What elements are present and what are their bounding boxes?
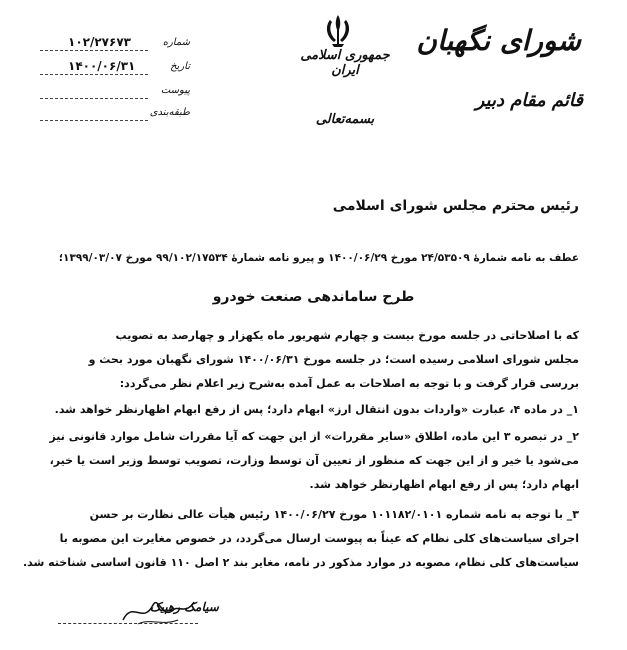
reference-line: عطف به نامه شمارۀ ۲۴/۵۳۵۰۹ مورخ ۱۴۰۰/۰۶/۲۹ و پیرو نامه شمارۀ ۹۹/۱۰۲/۱۷۵۳۴ مورخ ۱۳۹۹/۰۳/۰۷؛ [58, 252, 579, 264]
intro-paragraph [47, 324, 579, 396]
organization-name: شورای نگهبان [416, 24, 581, 57]
signer-name: سیامک رهپیک [150, 600, 219, 614]
item-2-line: ابهام دارد؛ پس از رفع ابهام اظهارنظر خواهد شد. [309, 478, 579, 491]
signature-underline [58, 622, 198, 624]
item-2 [47, 425, 579, 497]
letter-number: ۱۰۲/۲۷۶۷۳ [68, 35, 131, 49]
item-3-line: اجرای سیاست‌های کلی نظام که عیناً به پیوست ارسال می‌گردد، در خصوص مغایرت این مصوبه با [59, 532, 579, 545]
attachment-row [40, 84, 190, 102]
letter-date-label: تاریخ [170, 61, 190, 72]
letter-date: ۱۴۰۰/۰۶/۳۱ [68, 59, 136, 73]
item-2-line: ۲_ در تبصره ۳ این ماده، اطلاق «سایر مقررات» از این جهت که آیا مقررات شامل موارد قانونی نیز [49, 430, 579, 443]
letter-date-row [40, 60, 190, 78]
republic-title: جمهوری اسلامی ایران [300, 48, 390, 78]
signer-position: قائم مقام دبیر [475, 90, 583, 111]
item-3 [22, 503, 579, 575]
item-2-line: می‌شود یا خیر و از این جهت که منظور از تعیین آن توسط وزارت، تصویب توسط وزیر است یا خیر، [49, 454, 579, 467]
item-1-line: ۱_ در ماده ۴، عبارت «واردات بدون انتقال ارز» ابهام دارد؛ پس از رفع ابهام اظهارنظر خواهد شد. [54, 403, 579, 416]
classification-row [40, 106, 190, 124]
item-3-line: سیاست‌های کلی نظام، مصوبه در موارد مذکور در نامه، مغایر بند ۲ اصل ۱۱۰ قانون اساسی شناخته شد. [22, 556, 579, 569]
invocation: بسمه‌تعالی [315, 112, 375, 127]
intro-line: بررسی قرار گرفت و با توجه به اصلاحات به عمل آمده به‌شرح زیر اعلام نظر می‌گردد: [119, 377, 579, 390]
addressee: رئیس محترم مجلس شورای اسلامی [332, 198, 579, 214]
classification-label: طبقه‌بندی [149, 107, 190, 118]
intro-line: مجلس شورای اسلامی رسیده است؛ در جلسه مورخ ۱۴۰۰/۰۶/۳۱ شورای نگهبان مورد بحث و [88, 353, 579, 366]
item-3-line: ۳_ با توجه به نامه شماره ۱۰۱۱۸۲/۰۱۰۱ مورخ ۱۴۰۰/۰۶/۲۷ رئیس هیأت عالی نظارت بر حسن [89, 508, 579, 521]
attachment-label: پیوست [160, 85, 190, 96]
intro-line: که با اصلاحاتی در جلسه مورخ بیست و چهارم شهریور ماه یکهزار و چهارصد به تصویب [115, 329, 579, 342]
letter-number-row [40, 36, 190, 54]
bill-title: طرح ساماندهی صنعت خودرو [212, 289, 415, 305]
letter-number-label: شماره [162, 37, 190, 48]
item-1 [47, 398, 579, 422]
iran-emblem-icon [320, 12, 356, 48]
